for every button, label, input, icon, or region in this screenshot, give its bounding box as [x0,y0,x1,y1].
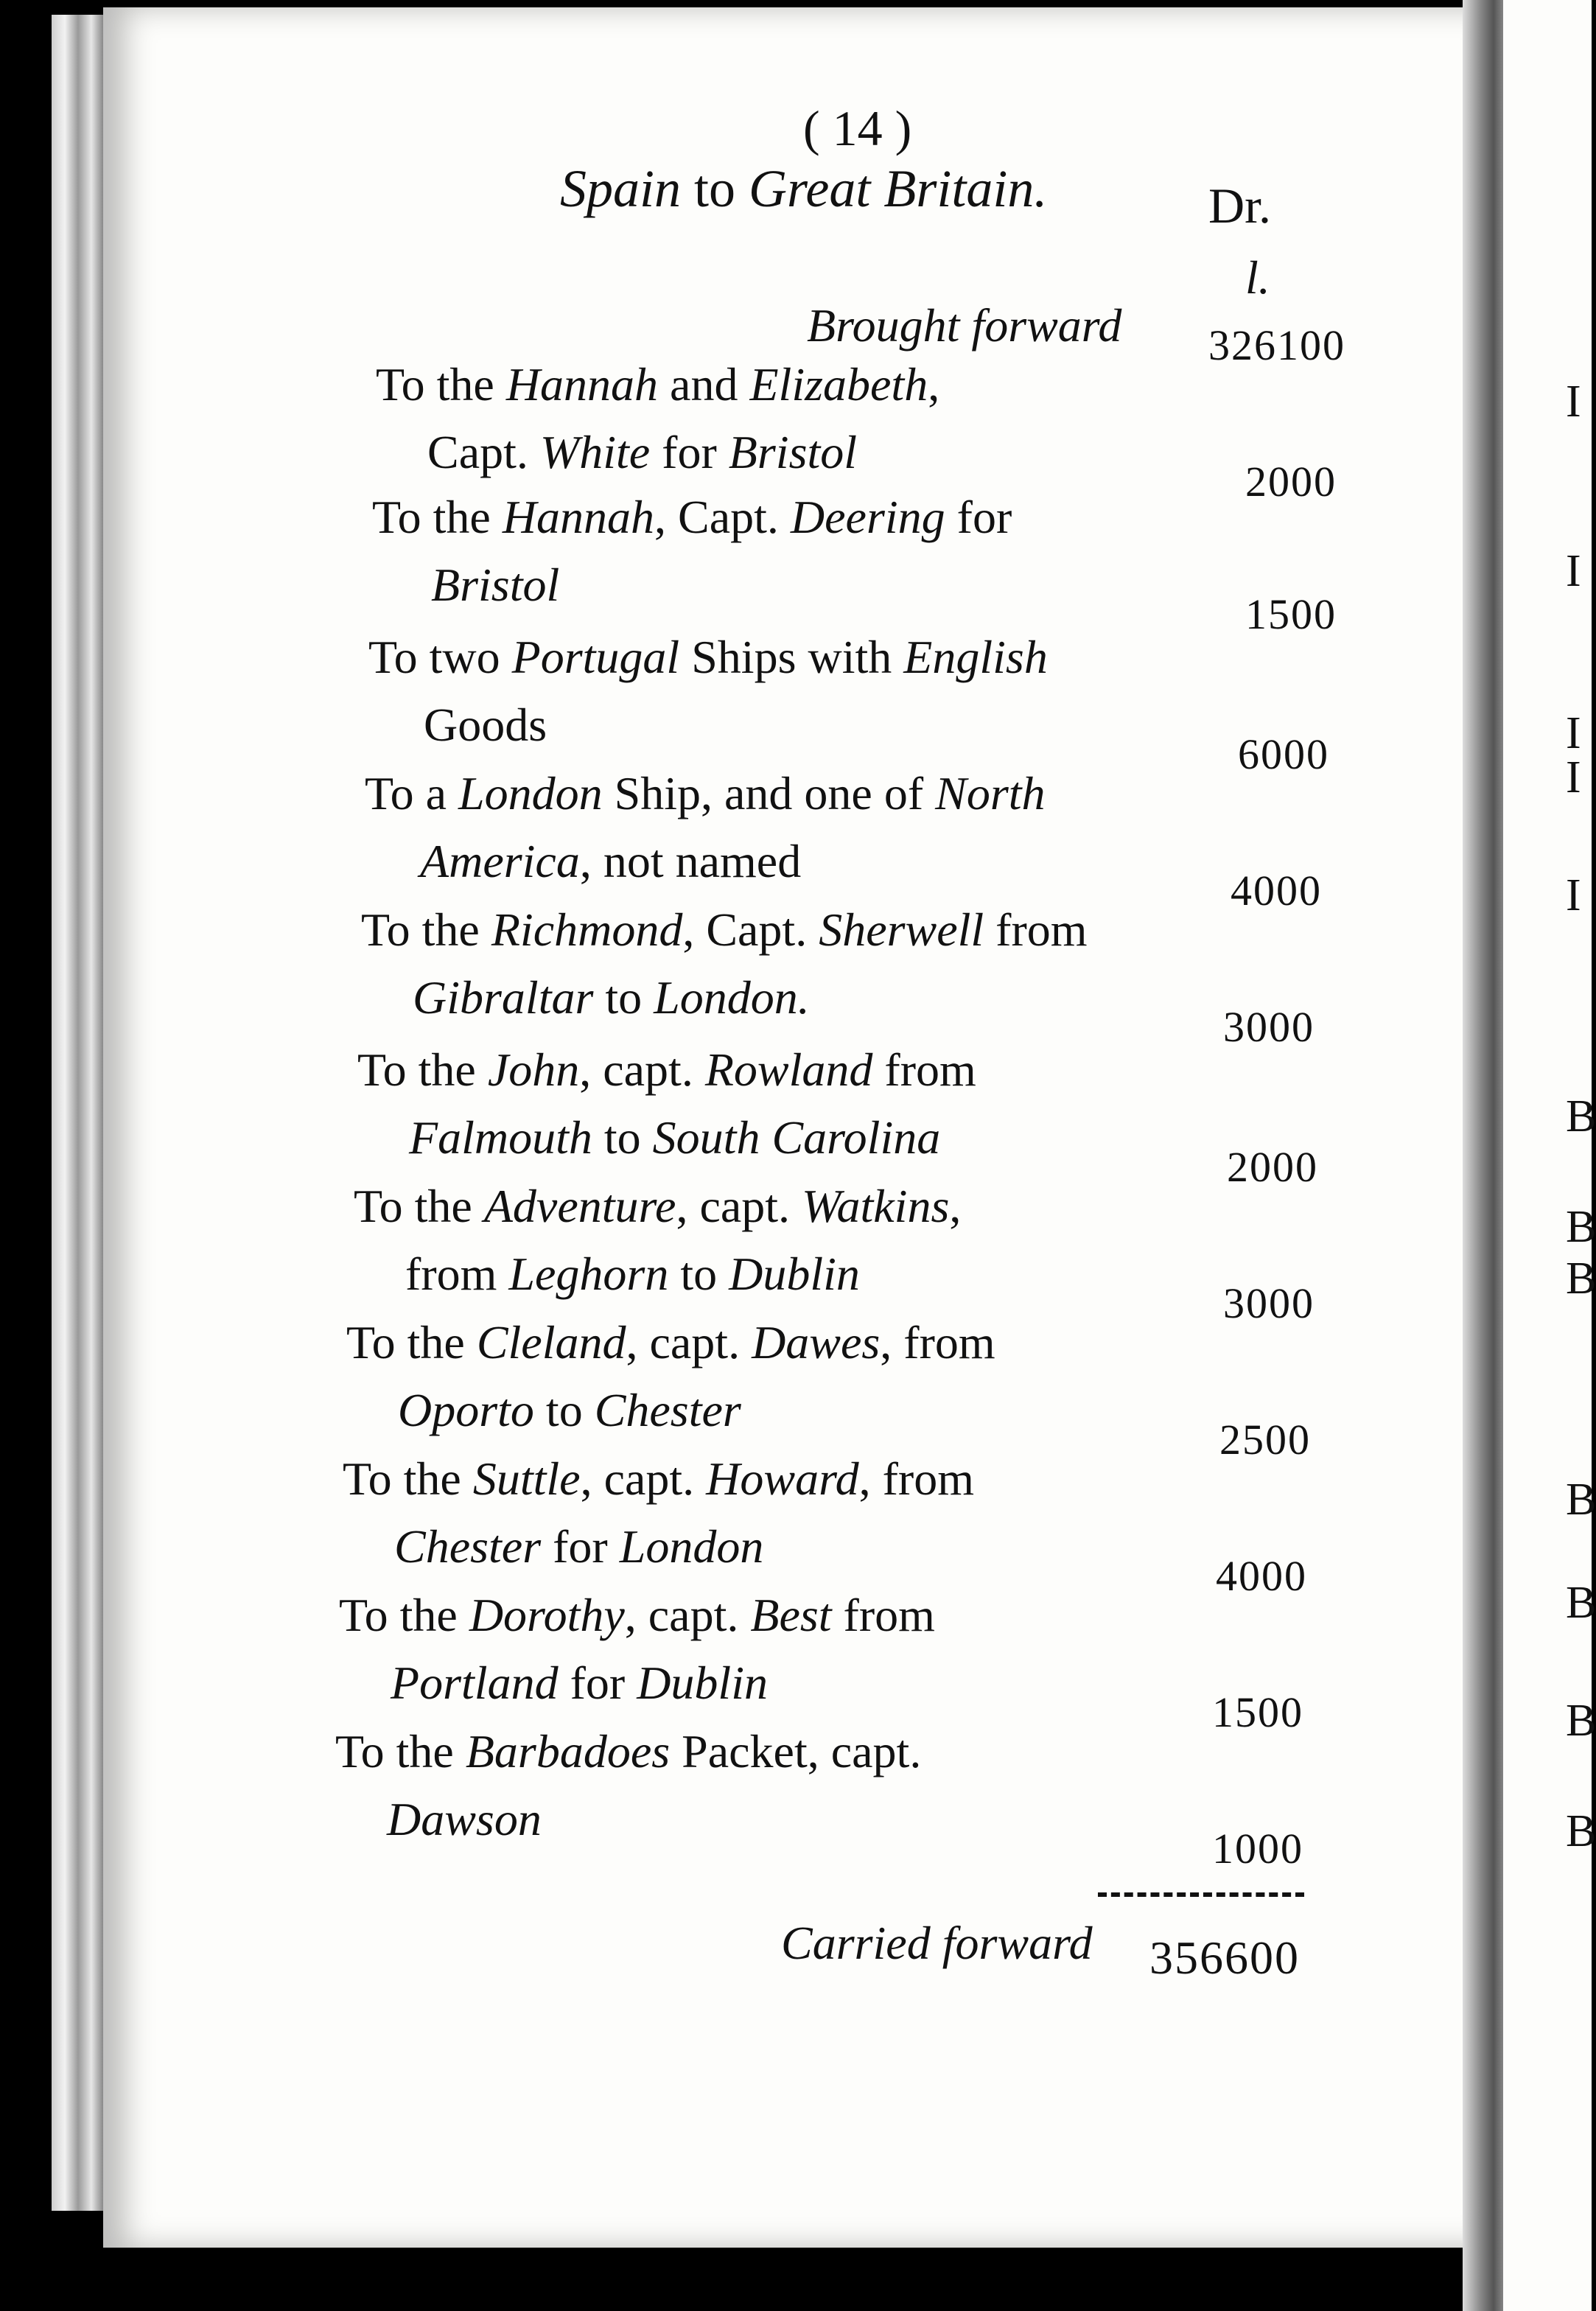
entry-text-segment: To two [368,631,512,683]
entry-text-segment: Goods [424,699,547,751]
entry-line2 [424,699,547,751]
entry-text-segment: Dublin [729,1248,860,1300]
entry-text-segment: Howard [706,1452,859,1505]
entry-text-segment: Falmouth [409,1111,592,1164]
entry-line1 [365,767,1046,819]
entry-text-segment: Hannah [502,491,655,543]
entry-text-segment: To the [357,1043,488,1096]
entry-text-segment: , from [880,1316,995,1368]
entry-text-segment: Suttle [472,1452,581,1505]
entry-text-segment: Cleland [476,1316,626,1368]
heading-from: Spain [560,159,682,218]
entry-text-segment: Ship, and one of [602,767,936,819]
facing-page-letter: B [1566,1254,1596,1304]
facing-page [1503,0,1592,2311]
brought-forward-amount: 326100 [1208,321,1345,369]
facing-page-letter: B [1566,1806,1596,1856]
entry-text-segment: London [619,1520,764,1573]
entry-text-segment: English [903,631,1048,683]
entry-text-segment: Best [750,1589,832,1641]
entry-text-segment: for [650,426,729,478]
entry-line1 [361,903,1088,956]
entry-text-segment: for [945,491,1012,543]
entry-text-segment: Packet, capt. [670,1725,922,1777]
entry-text-segment: for [541,1520,620,1573]
entry-text-segment: North [935,767,1046,819]
entry-line1 [335,1725,922,1777]
facing-page-letter: B [1566,1202,1596,1252]
page-number: ( 14 ) [803,100,912,156]
facing-page-letter: B [1566,1696,1596,1746]
entry-text-segment: from [405,1248,509,1300]
entry-text-segment: Richmond [491,903,683,956]
entry-text-segment: Bristol [728,426,858,478]
entry-text-segment: Dawson [387,1793,542,1845]
entry-text-segment: Oporto [398,1384,534,1436]
entry-amount: 4000 [1216,1552,1307,1600]
entry-text-segment: Hannah [505,358,659,410]
entry-amount: 3000 [1223,1279,1315,1327]
facing-page-letter: I [1566,546,1581,596]
entry-text-segment: Chester [594,1384,741,1436]
entry-text-segment: To the [361,903,491,956]
entry-amount: 2000 [1227,1143,1318,1191]
entry-line1 [368,631,1048,683]
entry-text-segment: , not named [579,835,802,887]
entry-line1 [376,358,940,410]
entry-text-segment: Deering [790,491,945,543]
entry-amount: 2500 [1219,1416,1311,1464]
entry-text-segment: Chester [394,1520,542,1573]
entry-text-segment: from [984,903,1088,956]
entry-text-segment: for [558,1657,637,1709]
heading-to: Great Britain. [749,159,1048,218]
entry-text-segment: , capt. [624,1589,751,1641]
currency-unit: l. [1245,251,1270,304]
entry-line2 [405,1248,860,1300]
entry-text-segment: , capt. [579,1043,705,1096]
entry-text-segment: To the [346,1316,477,1368]
entry-text-segment: to [533,1384,595,1436]
facing-page-letter: I [1566,708,1581,758]
entry-text-segment: from [831,1589,935,1641]
debit-label: Dr. [1208,178,1271,234]
entry-line2 [394,1520,764,1573]
entry-text-segment: London [458,767,603,819]
entry-text-segment: To the [376,358,506,410]
entry-text-segment: To the [372,491,503,543]
heading-middle: to [694,159,736,218]
entry-text-segment: Barbadoes [465,1725,671,1777]
entry-line2 [420,835,802,887]
entry-amount: 1500 [1245,590,1337,638]
facing-page-letter: I [1566,377,1581,427]
entry-amount: 1500 [1212,1688,1303,1736]
entry-line1 [354,1180,962,1232]
entry-text-segment: Dawes [752,1316,881,1368]
entry-text-segment: , Capt. [682,903,819,956]
entry-text-segment: to [668,1248,729,1300]
entry-text-segment: , [928,358,940,410]
entry-text-segment: to [593,971,654,1024]
entry-line2 [413,971,810,1024]
entry-text-segment: America [420,835,580,887]
entry-line2 [387,1793,542,1845]
entry-line2 [409,1111,941,1164]
entry-line1 [372,491,1012,543]
page-heading [560,159,1048,218]
carried-forward-amount: 356600 [1149,1931,1300,1984]
entry-text-segment: John [487,1043,580,1096]
facing-page-letter: I [1566,752,1581,803]
entry-text-segment: to [592,1111,653,1164]
entry-line1 [343,1452,974,1505]
entry-line2 [398,1384,741,1436]
entry-text-segment: To the [339,1589,469,1641]
entry-text-segment: Portland [391,1657,559,1709]
entry-line1 [346,1316,995,1368]
entry-amount: 3000 [1223,1003,1315,1051]
entry-line1 [357,1043,976,1096]
entry-text-segment: , capt. [580,1452,707,1505]
facing-page-letter: B [1566,1475,1596,1525]
entry-text-segment: from [872,1043,976,1096]
entry-text-segment: Adventure [483,1180,676,1232]
entry-line2 [427,426,858,478]
entry-text-segment: Sherwell [819,903,984,956]
entry-text-segment: Dorothy [469,1589,625,1641]
entry-amount: 2000 [1245,458,1337,506]
sum-rule [1098,1892,1304,1897]
carried-forward-label: Carried forward [781,1917,1093,1969]
facing-page-letter: I [1566,870,1581,920]
entry-text-segment: Rowland [704,1043,873,1096]
entry-text-segment: Elizabeth [749,358,928,410]
entry-text-segment: To the [335,1725,466,1777]
entry-amount: 4000 [1231,867,1322,915]
entry-line2 [391,1657,768,1709]
entry-amount: 6000 [1238,730,1329,778]
entry-text-segment: Leghorn [508,1248,669,1300]
entry-text-segment: , Capt. [654,491,791,543]
entry-text-segment: To the [354,1180,484,1232]
entry-text-segment: and [658,358,750,410]
entry-text-segment: Watkins [802,1180,950,1232]
entry-text-segment: Ships with [679,631,904,683]
entry-text-segment: Dublin [637,1657,768,1709]
entry-text-segment: , [949,1180,962,1232]
entry-text-segment: Portugal [511,631,680,683]
entry-text-segment: , capt. [676,1180,802,1232]
entry-amount: 1000 [1212,1825,1303,1873]
entry-line1 [339,1589,935,1641]
entry-text-segment: South Carolina [652,1111,941,1164]
entry-line2 [431,559,560,611]
entry-text-segment: Capt. [427,426,540,478]
entry-text-segment: Bristol [431,559,560,611]
facing-page-letter: B [1566,1091,1596,1141]
entry-text-segment: , capt. [626,1316,752,1368]
entry-text-segment: , from [858,1452,974,1505]
entry-text-segment: To the [343,1452,473,1505]
facing-page-letter: B [1566,1578,1596,1628]
entry-text-segment: To a [365,767,459,819]
brought-forward-label: Brought forward [807,299,1122,352]
entry-text-segment: London. [654,971,810,1024]
entry-text-segment: Gibraltar [413,971,594,1024]
entry-text-segment: White [539,426,651,478]
